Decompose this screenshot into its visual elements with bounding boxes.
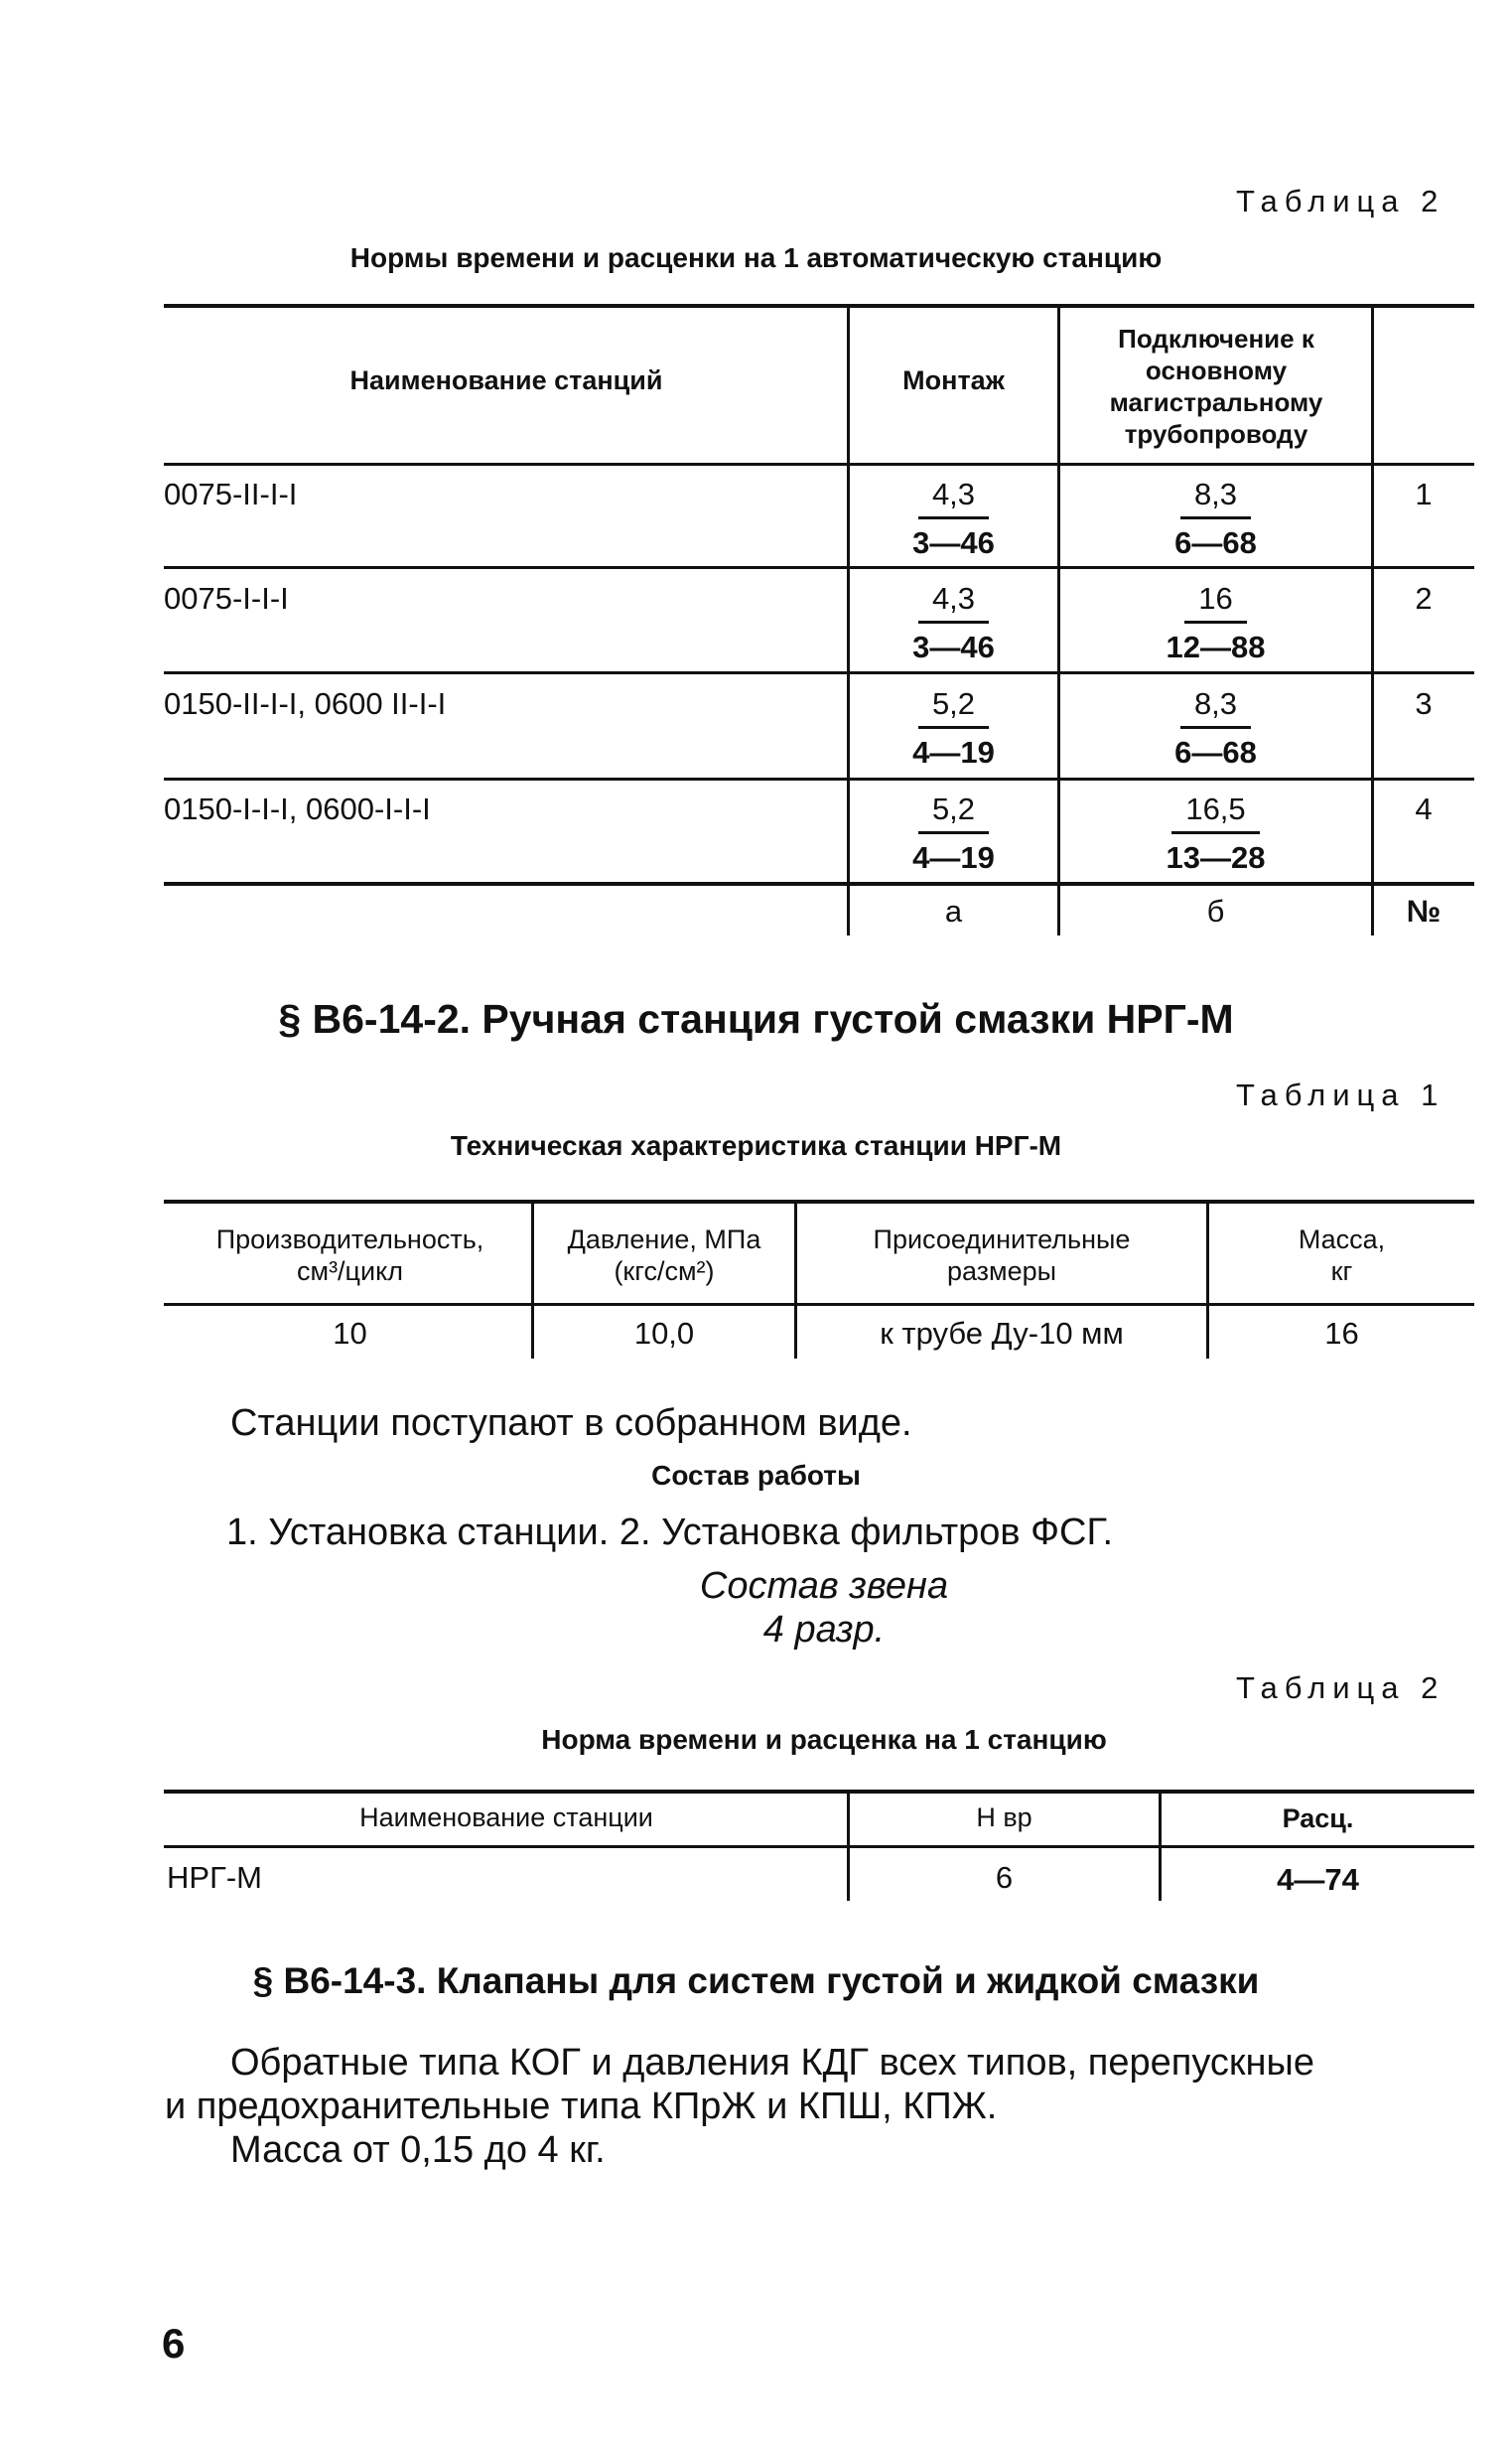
table1-row2-no: 2	[1415, 581, 1433, 616]
table1-row3-mount-den: 4—19	[912, 735, 995, 770]
table2-header-perf-l2: см³/цикл	[297, 1256, 403, 1286]
page-number: 6	[162, 2320, 186, 2367]
table1-bottom-rule	[164, 882, 1474, 886]
table2-header-press-l1: Давление, МПа	[567, 1224, 761, 1254]
table2-header-press	[534, 1224, 794, 1287]
table2-caption: Техническая характеристика станции НРГ-М	[450, 1130, 1062, 1161]
table1-row3-mount	[850, 686, 1057, 771]
table1-row3-mount-num: 5,2	[918, 686, 989, 729]
table1-row2-connect	[1060, 581, 1371, 665]
table1-row3-connect-num: 8,3	[1180, 686, 1251, 729]
table1-row4-no: 4	[1415, 792, 1433, 826]
table3-header-rate: Расц.	[1282, 1803, 1354, 1833]
table2-row-press: 10,0	[633, 1316, 695, 1351]
table3-header-rule	[164, 1845, 1474, 1848]
table2-header-perf	[169, 1224, 531, 1287]
table1-row4-connect-num: 16,5	[1171, 792, 1259, 834]
table1-label: Таблица 2	[1236, 184, 1445, 218]
table1-row2-name: 0075-I-I-I	[164, 581, 289, 616]
table1-row4-name: 0150-I-I-I, 0600-I-I-I	[164, 792, 431, 826]
section2-para-line1: Обратные типа КОГ и давления КДГ всех типов, перепускные	[230, 2042, 1314, 2084]
table1-row1-connect-den: 6—68	[1174, 525, 1257, 560]
table1-top-rule	[164, 304, 1474, 308]
table1-row3-connect	[1060, 686, 1371, 771]
supply-text: Станции поступают в собранном виде.	[230, 1402, 912, 1444]
table1-caption: Нормы времени и расценки на 1 автоматическую станцию	[349, 242, 1163, 273]
table1-row-rule-3	[164, 778, 1474, 781]
table2-label: Таблица 1	[1236, 1078, 1445, 1112]
table3-row-nvr: 6	[995, 1860, 1014, 1895]
table1-row1-connect	[1060, 477, 1371, 561]
table3-row-rate: 4—74	[1277, 1862, 1359, 1897]
table2-row-conn: к трубе Ду-10 мм	[880, 1316, 1124, 1351]
table2-row-mass: 16	[1324, 1316, 1359, 1351]
table3-header-name: Наименование станции	[359, 1802, 653, 1832]
table1-row-rule-2	[164, 671, 1474, 674]
section2-para-line2: и предохранительные типа КПрЖ и КПШ, КПЖ.	[165, 2086, 998, 2127]
table1-row3-no: 3	[1415, 686, 1433, 721]
table2-header-mass-l1: Масса,	[1298, 1224, 1386, 1254]
crew-grade: 4 разр.	[762, 1609, 886, 1651]
table1-row4-mount-num: 5,2	[918, 792, 989, 834]
work-title: Состав работы	[651, 1460, 861, 1491]
table1-header-connect: Подключение к основному магистральному трубопроводу	[1109, 324, 1323, 449]
table1-row1-mount	[850, 477, 1057, 561]
table2-header-conn-l1: Присоединительные	[873, 1224, 1131, 1254]
table1-row4-connect-den: 13—28	[1166, 840, 1266, 875]
table1-row3-connect-den: 6—68	[1174, 735, 1257, 770]
table2-header-rule	[164, 1303, 1474, 1306]
table1-row3-name: 0150-II-I-I, 0600 II-I-I	[164, 686, 447, 721]
table1-row4-mount	[850, 792, 1057, 876]
table2-header-conn	[797, 1224, 1206, 1287]
table3-caption: Норма времени и расценка на 1 станцию	[541, 1724, 1107, 1755]
table2-header-conn-l2: размеры	[946, 1256, 1057, 1286]
table1-col-divider-3	[1371, 304, 1374, 936]
table1-footer-b: б	[1206, 894, 1225, 929]
table2-header-mass	[1209, 1224, 1474, 1287]
table1-row2-mount	[850, 581, 1057, 665]
table1-row2-connect-den: 12—88	[1166, 630, 1266, 664]
table3-label: Таблица 2	[1236, 1670, 1445, 1705]
table1-row4-connect	[1060, 792, 1371, 876]
table1-row4-mount-den: 4—19	[912, 840, 995, 875]
table2-header-perf-l1: Производительность,	[215, 1224, 484, 1254]
table2-header-mass-l2: кг	[1330, 1256, 1353, 1286]
table1-row2-connect-num: 16	[1184, 581, 1246, 624]
table1-row1-connect-num: 8,3	[1180, 477, 1251, 519]
crew-title: Состав звена	[699, 1565, 949, 1607]
table2-header-press-l2: (кгс/см²)	[614, 1256, 715, 1286]
work-items: 1. Установка станции. 2. Установка фильтров ФСГ.	[226, 1511, 1113, 1553]
table1-row1-mount-den: 3—46	[912, 525, 995, 560]
section2-heading: § В6-14-3. Клапаны для систем густой и жидкой смазки	[252, 1960, 1260, 2001]
table1-header-rule	[164, 463, 1474, 466]
table1-footer-no: №	[1406, 894, 1442, 929]
table2-top-rule	[164, 1200, 1474, 1204]
section2-mass: Масса от 0,15 до 4 кг.	[230, 2129, 606, 2171]
table1-row2-mount-den: 3—46	[912, 630, 995, 664]
table1-row2-mount-num: 4,3	[918, 581, 989, 624]
table1-header-name: Наименование станций	[349, 365, 663, 395]
table3-row-name: НРГ-М	[167, 1860, 262, 1895]
table1-row1-name: 0075-II-I-I	[164, 477, 298, 511]
table1-row-rule-1	[164, 566, 1474, 569]
table1-row1-mount-num: 4,3	[918, 477, 989, 519]
table3-top-rule	[164, 1790, 1474, 1794]
table1-header-mount: Монтаж	[902, 365, 1005, 395]
section1-heading: § В6-14-2. Ручная станция густой смазки НРГ-М	[278, 996, 1234, 1042]
table1-row1-no: 1	[1415, 477, 1433, 511]
table1-footer-a: а	[944, 894, 963, 929]
table2-row-perf: 10	[333, 1316, 367, 1351]
table3-header-nvr: Н вр	[976, 1802, 1032, 1832]
